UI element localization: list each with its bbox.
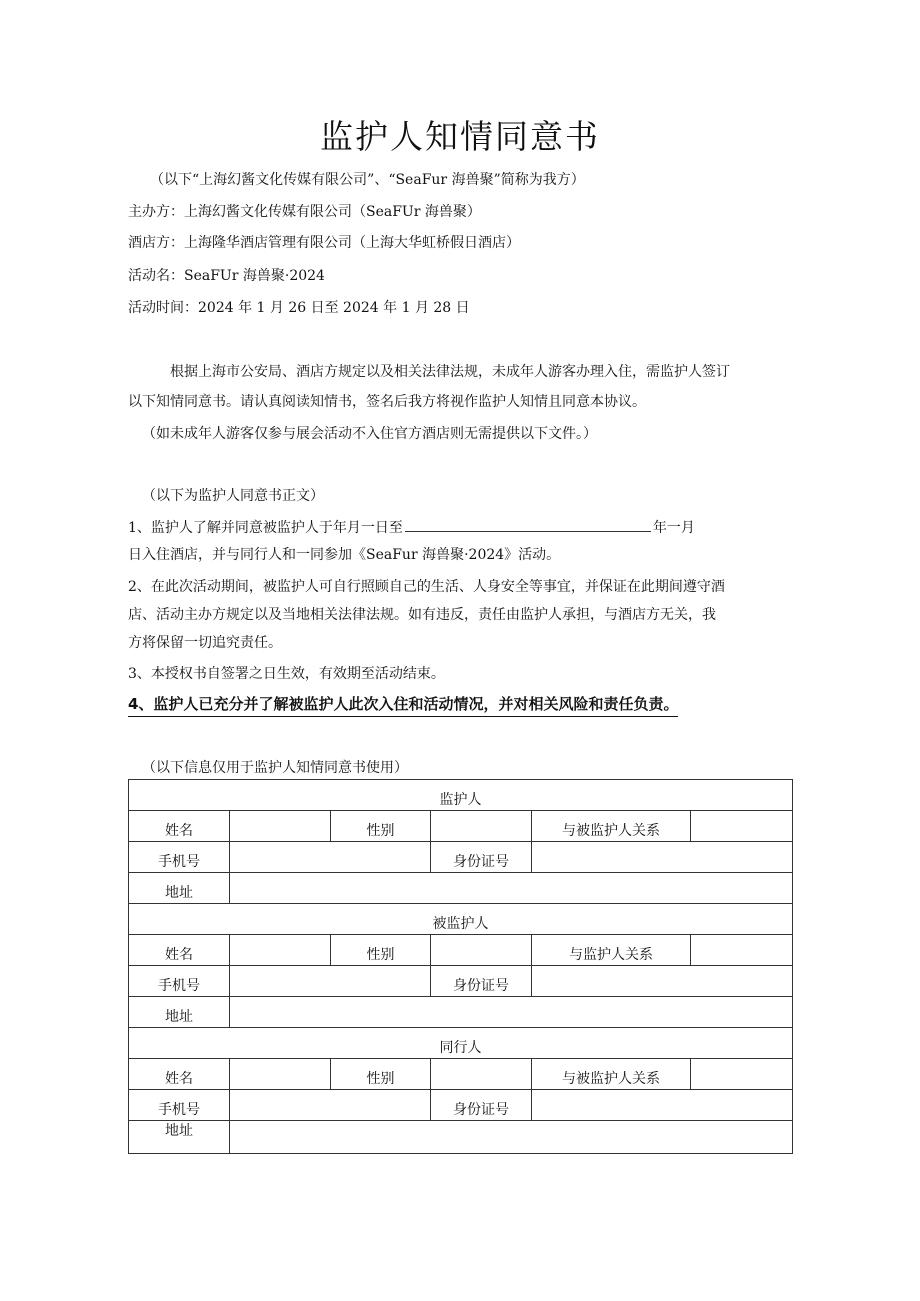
companion-phone-field[interactable] bbox=[230, 1090, 431, 1121]
table-note: （以下信息仅用于监护人知情同意书使用） bbox=[142, 760, 408, 776]
ward-relation-label: 与监护人关系 bbox=[532, 935, 691, 966]
date-blank-field[interactable] bbox=[405, 517, 651, 532]
ward-name-label: 姓名 bbox=[129, 935, 230, 966]
guardian-id-field[interactable] bbox=[532, 842, 793, 873]
guardian-address-row bbox=[129, 873, 793, 904]
guardian-section-header: 监护人 bbox=[129, 780, 793, 811]
clause-1-prefix: 1、监护人了解并同意被监护人于年月一日至 bbox=[128, 520, 403, 536]
guardian-id-label: 身份证号 bbox=[431, 842, 532, 873]
companion-address-label: 地址 bbox=[129, 1121, 230, 1154]
ward-name-row bbox=[129, 935, 793, 966]
guardian-gender-field[interactable] bbox=[431, 811, 532, 842]
organizer-line: 主办方：上海幻酱文化传媒有限公司（SeaFUr 海兽聚） bbox=[128, 204, 481, 220]
companion-name-row bbox=[129, 1059, 793, 1090]
ward-relation-field[interactable] bbox=[691, 935, 793, 966]
ward-address-label: 地址 bbox=[129, 997, 230, 1028]
ward-id-label: 身份证号 bbox=[431, 966, 532, 997]
clause-4: 4、监护人已充分并了解被监护人此次入住和活动情况，并对相关风险和责任负责。 bbox=[128, 693, 678, 717]
hotel-line: 酒店方：上海隆华酒店管理有限公司（上海大华虹桥假日酒店） bbox=[128, 235, 520, 251]
info-table bbox=[128, 779, 793, 1154]
guardian-phone-row bbox=[129, 842, 793, 873]
guardian-relation-field[interactable] bbox=[691, 811, 793, 842]
clause-2-line-2: 店、活动主办方规定以及当地相关法律法规。如有违反，责任由监护人承担，与酒店方无关，我 bbox=[128, 607, 716, 623]
guardian-name-label: 姓名 bbox=[129, 811, 230, 842]
ward-address-row bbox=[129, 997, 793, 1028]
companion-relation-label: 与被监护人关系 bbox=[532, 1059, 691, 1090]
guardian-gender-label: 性别 bbox=[331, 811, 431, 842]
guardian-phone-label: 手机号 bbox=[129, 842, 230, 873]
ward-gender-field[interactable] bbox=[431, 935, 532, 966]
parties-note: （以下“上海幻酱文化传媒有限公司”、“SeaFur 海兽聚”简称为我方） bbox=[150, 172, 585, 188]
ward-address-field[interactable] bbox=[230, 997, 793, 1028]
page-title: 监护人知情同意书 bbox=[320, 117, 600, 156]
clause-3: 3、本授权书自签署之日生效，有效期至活动结束。 bbox=[128, 666, 445, 682]
companion-name-field[interactable] bbox=[230, 1059, 331, 1090]
clause-1-suffix: 年一月 bbox=[652, 520, 695, 536]
companion-id-field[interactable] bbox=[532, 1090, 793, 1121]
companion-header-row bbox=[129, 1028, 793, 1059]
intro-line-1: 根据上海市公安局、酒店方规定以及相关法律法规，未成年人游客办理入住，需监护人签订 bbox=[170, 364, 730, 380]
ward-section-header: 被监护人 bbox=[129, 904, 793, 935]
clause-2-line-1: 2、在此次活动期间，被监护人可自行照顾自己的生活、人身安全等事宜，并保证在此期间遵守酒 bbox=[128, 579, 725, 595]
ward-id-field[interactable] bbox=[532, 966, 793, 997]
clause-1 bbox=[128, 517, 695, 538]
intro-note: （如未成年人游客仅参与展会活动不入住官方酒店则无需提供以下文件。） bbox=[142, 426, 597, 442]
companion-gender-label: 性别 bbox=[331, 1059, 431, 1090]
body-heading: （以下为监护人同意书正文） bbox=[142, 488, 324, 504]
companion-phone-row bbox=[129, 1090, 793, 1121]
intro-line-2: 以下知情同意书。请认真阅读知情书，签名后我方将视作监护人知情且同意本协议。 bbox=[128, 394, 646, 410]
companion-gender-field[interactable] bbox=[431, 1059, 532, 1090]
guardian-relation-label: 与被监护人关系 bbox=[532, 811, 691, 842]
companion-section-header: 同行人 bbox=[129, 1028, 793, 1059]
companion-name-label: 姓名 bbox=[129, 1059, 230, 1090]
event-time-line: 活动时间：2024 年 1 月 26 日至 2024 年 1 月 28 日 bbox=[128, 300, 470, 316]
clause-1-line-2: 日入住酒店，并与同行人和一同参加《SeaFur 海兽聚·2024》活动。 bbox=[128, 547, 561, 563]
clause-2-line-3: 方将保留一切追究责任。 bbox=[128, 635, 282, 651]
event-name-line: 活动名：SeaFUr 海兽聚·2024 bbox=[128, 268, 325, 284]
ward-phone-row bbox=[129, 966, 793, 997]
guardian-header-row bbox=[129, 780, 793, 811]
guardian-phone-field[interactable] bbox=[230, 842, 431, 873]
guardian-name-field[interactable] bbox=[230, 811, 331, 842]
guardian-address-field[interactable] bbox=[230, 873, 793, 904]
companion-phone-label: 手机号 bbox=[129, 1090, 230, 1121]
ward-header-row bbox=[129, 904, 793, 935]
companion-address-field[interactable] bbox=[230, 1121, 793, 1154]
guardian-name-row bbox=[129, 811, 793, 842]
companion-address-row bbox=[129, 1121, 793, 1154]
ward-gender-label: 性别 bbox=[331, 935, 431, 966]
companion-relation-field[interactable] bbox=[691, 1059, 793, 1090]
ward-phone-field[interactable] bbox=[230, 966, 431, 997]
guardian-address-label: 地址 bbox=[129, 873, 230, 904]
ward-phone-label: 手机号 bbox=[129, 966, 230, 997]
companion-id-label: 身份证号 bbox=[431, 1090, 532, 1121]
ward-name-field[interactable] bbox=[230, 935, 331, 966]
